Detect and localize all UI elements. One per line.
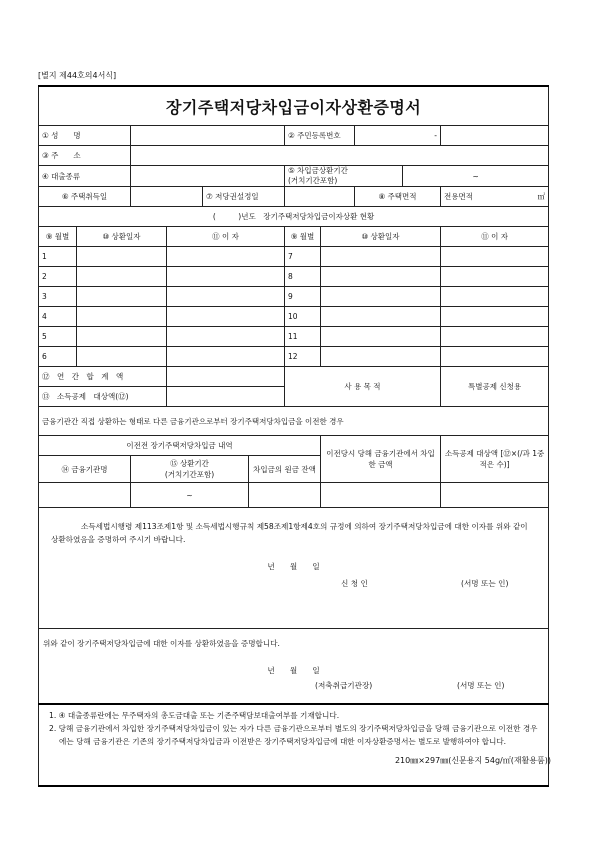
interest-header-left: ⑪ 이 자	[167, 227, 285, 247]
date-cell[interactable]	[321, 347, 441, 367]
date-cell[interactable]	[77, 247, 167, 267]
issuer-label: (저축취급기관장)	[315, 681, 373, 690]
date-cell[interactable]	[321, 307, 441, 327]
area-label: ⑧ 주택면적	[355, 187, 441, 207]
table-row	[39, 347, 549, 367]
date-header-right: ⑩ 상환일자	[321, 227, 441, 247]
certify-date: 년 월 일	[267, 666, 320, 675]
interest-header-right: ⑪ 이 자	[441, 227, 549, 247]
annual-total-label: ⑫ 연 간 합 계 액	[39, 367, 167, 387]
date-cell[interactable]	[321, 327, 441, 347]
table-row	[39, 287, 549, 307]
interest-cell[interactable]	[441, 287, 549, 307]
month-cell: 3	[39, 287, 77, 307]
applicant-sign[interactable]: (서명 또는 인)	[461, 579, 509, 588]
deduction-target-transfer-field[interactable]	[441, 483, 549, 508]
month-cell: 5	[39, 327, 77, 347]
month-cell: 9	[285, 287, 321, 307]
interest-cell[interactable]	[441, 307, 549, 327]
deduction-target-label: ⑬ 소득공제 대상액(⑫)	[39, 387, 167, 407]
current-loan-label: 이전당시 당해 금융기관에서 차입한 금액	[321, 436, 441, 483]
address-label: ③ 주 소	[39, 146, 131, 166]
purpose-label: 사 용 목 적	[285, 367, 441, 407]
interest-cell[interactable]	[167, 307, 285, 327]
area-unit: ㎡	[537, 192, 546, 201]
month-header-right: ⑨ 월별	[285, 227, 321, 247]
rrn-label: ② 주민등록번호	[285, 126, 355, 146]
interest-cell[interactable]	[441, 327, 549, 347]
interest-cell[interactable]	[167, 347, 285, 367]
name-field[interactable]	[131, 126, 285, 146]
month-cell: 7	[285, 247, 321, 267]
acquire-date-field[interactable]	[131, 187, 203, 207]
table-row	[39, 307, 549, 327]
paper-spec: 210㎜×297㎜(신문용지 54g/㎡(재활용품))	[394, 756, 551, 765]
principal-balance-field[interactable]	[249, 483, 321, 508]
request-text: 소득세법시행령 제113조제1항 및 소득세법시행규칙 제58조제1항제4호의 규정에 의하여 장기주택저당차입금에 대한 이자를 위와 같이 상환하였음을 증명하여 주시기 바랍니다.	[51, 522, 528, 544]
interest-cell[interactable]	[441, 267, 549, 287]
loan-type-label: ④ 대출종류	[39, 166, 131, 187]
date-cell[interactable]	[77, 287, 167, 307]
month-cell: 8	[285, 267, 321, 287]
deduction-target-transfer-label: 소득공제 대상액 [⑫×(/과 1중 적은 수)]	[441, 436, 549, 483]
prior-history-label: 이전전 장기주택저당차입금 내역	[39, 436, 321, 456]
request-section	[39, 508, 549, 629]
month-cell: 6	[39, 347, 77, 367]
document-title: 장기주택저당차입금이자상환증명서	[39, 86, 549, 126]
interest-cell[interactable]	[167, 247, 285, 267]
repay-period-label	[285, 166, 403, 187]
date-cell[interactable]	[77, 307, 167, 327]
interest-cell[interactable]	[441, 247, 549, 267]
form-table	[38, 85, 549, 787]
date-header-left: ⑩ 상환일자	[77, 227, 167, 247]
date-cell[interactable]	[321, 247, 441, 267]
bank-name-label: ⑭ 금융기관명	[39, 456, 131, 483]
form-number-label: [별지 제44호의4서식]	[38, 71, 117, 80]
notes-section	[39, 704, 549, 786]
interest-cell[interactable]	[167, 267, 285, 287]
transfer-period-sub: (거치기간포함)	[164, 470, 215, 479]
interest-cell[interactable]	[167, 327, 285, 347]
current-loan-field[interactable]	[321, 483, 441, 508]
certify-section	[39, 629, 549, 705]
date-cell[interactable]	[321, 287, 441, 307]
certify-text: 위와 같이 장기주택저당차입금에 대한 이자를 상환하였음을 증명합니다.	[43, 639, 280, 648]
mortgage-date-field[interactable]	[285, 187, 355, 207]
repay-period-sub: (거치기간포함)	[288, 176, 338, 185]
status-heading: ( )년도 장기주택저당차입금이자상환 현황	[39, 207, 549, 227]
excl-area-label: 전용면적	[444, 192, 473, 201]
table-row	[39, 267, 549, 287]
month-cell: 10	[285, 307, 321, 327]
table-row	[39, 327, 549, 347]
area-field[interactable]	[441, 187, 549, 207]
rrn-field-back[interactable]	[441, 126, 549, 146]
table-row	[39, 247, 549, 267]
repay-period-text: ⑤ 차입금상환기간	[288, 166, 348, 175]
transfer-period-text: ⑮ 상환기간	[170, 459, 209, 468]
note-2: 2. 당해 금융기관에서 차입한 장기주택저당차입금이 있는 자가 다른 금융기관으로부터 별도의 장기주택저당차입금을 당해 금융기관으로 이전한 경우에는 당해 금융기관은 기존의 장기주택저당차입금과 이전받은 장기주택저당차입금에 대한 이자상환증명서는 별도로 발행하여야 합니다.	[49, 724, 538, 746]
date-cell[interactable]	[77, 327, 167, 347]
transfer-heading: 금융기관간 직접 상환하는 형태로 다른 금융기관으로부터 장기주택저당차입금을 이전한 경우	[39, 407, 549, 436]
name-label: ① 성 명	[39, 126, 131, 146]
date-cell[interactable]	[321, 267, 441, 287]
date-cell[interactable]	[77, 347, 167, 367]
month-cell: 4	[39, 307, 77, 327]
month-header-left: ⑨ 월별	[39, 227, 77, 247]
month-cell: 12	[285, 347, 321, 367]
month-cell: 11	[285, 327, 321, 347]
special-deduction-label: 특별공제 신청용	[441, 367, 549, 407]
month-cell: 2	[39, 267, 77, 287]
interest-cell[interactable]	[167, 287, 285, 307]
loan-type-field[interactable]	[131, 166, 285, 187]
note-1: 1. ④ 대출종류란에는 무주택자의 총도금대출 또는 기존주택담보대출여부를 기재합니다.	[49, 711, 340, 720]
deduction-target-field[interactable]	[167, 387, 285, 407]
transfer-period-label	[131, 456, 249, 483]
issuer-sign[interactable]: (서명 또는 인)	[457, 681, 505, 690]
annual-total-field[interactable]	[167, 367, 285, 387]
repay-period-field[interactable]: ~	[403, 166, 549, 187]
certificate-form	[38, 85, 548, 787]
interest-cell[interactable]	[441, 347, 549, 367]
transfer-period-field[interactable]: ~	[131, 483, 249, 508]
rrn-field-front[interactable]: -	[355, 126, 441, 146]
principal-balance-label: 차입금의 원금 잔액	[249, 456, 321, 483]
request-date: 년 월 일	[267, 562, 320, 571]
month-cell: 1	[39, 247, 77, 267]
mortgage-date-label: ⑦ 저당권설정일	[203, 187, 285, 207]
acquire-date-label: ⑥ 주택취득일	[39, 187, 131, 207]
address-field[interactable]	[131, 146, 549, 166]
date-cell[interactable]	[77, 267, 167, 287]
bank-name-field[interactable]	[39, 483, 131, 508]
applicant-label: 신 청 인	[341, 579, 368, 588]
